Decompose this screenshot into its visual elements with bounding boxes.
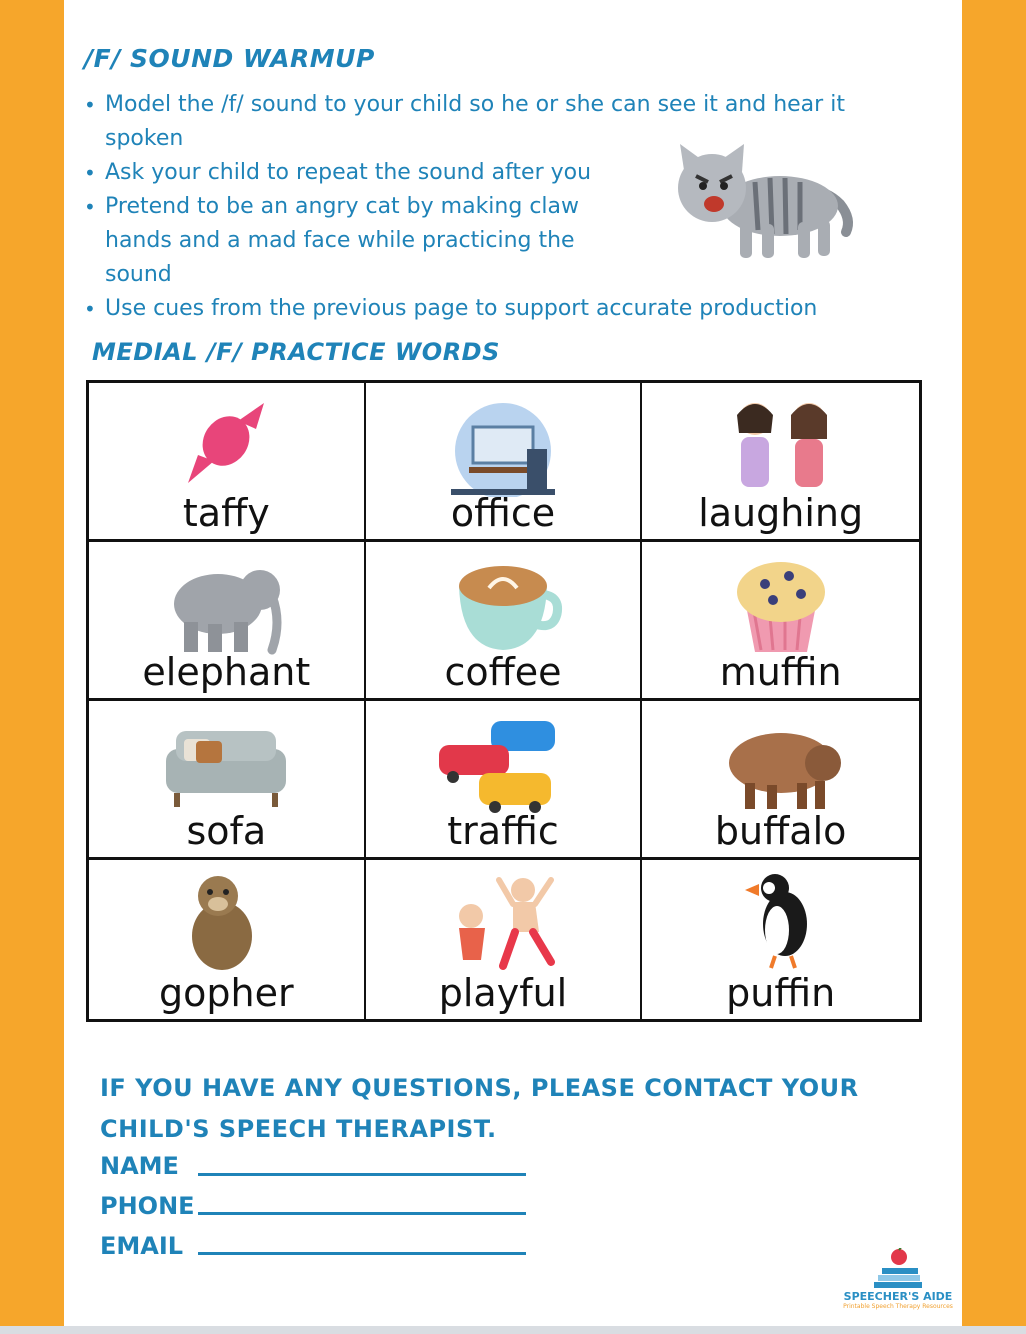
- coffee-cup-icon: [433, 552, 573, 656]
- warmup-title: /F/ SOUND WARMUP: [84, 44, 375, 73]
- word-label: muffin: [719, 650, 842, 694]
- word-card: [642, 860, 919, 1019]
- books-apple-icon: [868, 1248, 928, 1290]
- word-card: [89, 701, 366, 860]
- logo: [834, 1248, 962, 1318]
- warmup-bullet: • Model the /f/ sound to your child so he or she can see it and hear it spoken: [84, 88, 864, 156]
- phone-field: [100, 1192, 198, 1220]
- contact-message: IF YOU HAVE ANY QUESTIONS, PLEASE CONTACT YOUR CHILD'S SPEECH THERAPIST.: [100, 1074, 859, 1143]
- word-card: [366, 542, 643, 701]
- worksheet-page: [64, 0, 962, 1326]
- word-label: taffy: [182, 491, 270, 535]
- muffin-icon: [711, 552, 851, 656]
- logo-name: SPEECHER'S AIDE: [843, 1290, 953, 1303]
- buffalo-icon: [711, 711, 851, 815]
- warmup-bullet: • Pretend to be an angry cat by making claw hands and a mad face while practicing the sound: [84, 190, 645, 292]
- logo-tagline: Printable Speech Therapy Resources: [843, 1303, 953, 1310]
- word-label: office: [450, 491, 556, 535]
- laughing-girls-icon: [711, 393, 851, 497]
- word-card: [642, 542, 919, 701]
- name-label: NAME: [100, 1152, 179, 1180]
- word-label: elephant: [142, 650, 311, 694]
- angry-cat-icon: [670, 144, 860, 264]
- word-card: [366, 383, 643, 542]
- gopher-icon: [156, 870, 296, 974]
- word-label: traffic: [447, 809, 559, 853]
- candy-icon: [156, 393, 296, 497]
- word-label: buffalo: [714, 809, 847, 853]
- playful-kids-icon: [433, 870, 573, 974]
- email-field: [100, 1232, 198, 1260]
- word-card: [366, 701, 643, 860]
- email-line[interactable]: [198, 1252, 526, 1255]
- elephant-icon: [156, 552, 296, 656]
- word-card: [89, 860, 366, 1019]
- practice-words-grid: [86, 380, 922, 1022]
- name-line[interactable]: [198, 1173, 526, 1176]
- office-icon: [433, 393, 573, 497]
- word-label: puffin: [726, 971, 836, 1015]
- name-field: [100, 1152, 198, 1180]
- word-card: [642, 383, 919, 542]
- word-card: [366, 860, 643, 1019]
- word-label: gopher: [159, 971, 294, 1015]
- email-label: EMAIL: [100, 1232, 184, 1260]
- word-card: [89, 542, 366, 701]
- warmup-bullet: • Ask your child to repeat the sound after you: [84, 156, 864, 190]
- word-label: playful: [438, 971, 568, 1015]
- puffin-icon: [711, 870, 851, 974]
- phone-label: PHONE: [100, 1192, 195, 1220]
- cars-icon: [433, 711, 573, 815]
- warmup-bullet: • Use cues from the previous page to support accurate production: [84, 292, 864, 326]
- word-label: laughing: [698, 491, 864, 535]
- word-label: sofa: [186, 809, 267, 853]
- phone-line[interactable]: [198, 1212, 526, 1215]
- sofa-icon: [156, 711, 296, 815]
- word-card: [89, 383, 366, 542]
- word-card: [642, 701, 919, 860]
- bottom-strip: [0, 1326, 1026, 1334]
- practice-title: MEDIAL /F/ PRACTICE WORDS: [92, 338, 500, 366]
- word-label: coffee: [444, 650, 562, 694]
